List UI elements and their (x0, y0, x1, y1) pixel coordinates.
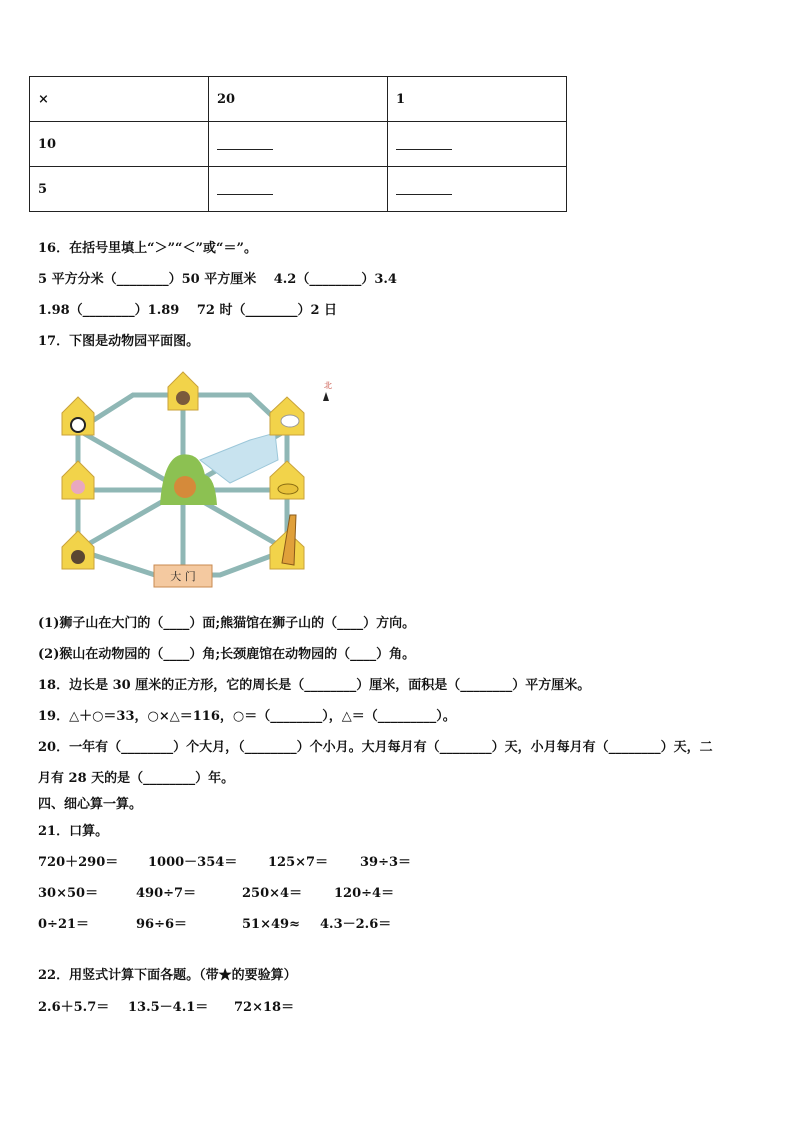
oral-calc-item: 96÷6＝ (136, 917, 188, 932)
fish-icon (278, 484, 298, 494)
oral-calc-item: 51×49≈ (242, 917, 300, 932)
vertical-calc-item: 13.5－4.1＝ (128, 1000, 209, 1015)
oral-calc-item: 0÷21＝ (38, 917, 90, 932)
answer-blank[interactable] (217, 180, 273, 195)
oral-calc-item: 720＋290＝ (38, 855, 119, 870)
question-16-line-2: 1.98（________）1.89 72 时（________）2 日 (38, 303, 338, 318)
multiplication-table (29, 76, 567, 212)
table-row (30, 77, 567, 122)
north-label: 北 (324, 381, 332, 390)
table-cell: 10 (30, 122, 209, 167)
answer-blank[interactable] (396, 180, 452, 195)
question-19: 19．△＋○＝33，○×△＝116，○＝（________），△＝（_________）。 (38, 709, 456, 724)
gorilla-icon (71, 550, 85, 564)
crane-icon (281, 415, 299, 427)
oral-calc-item: 125×7＝ (268, 855, 329, 870)
table-row (30, 167, 567, 212)
question-16-line-1: 5 平方分米（________）50 平方厘米 4.2（________）3.4 (38, 272, 397, 287)
question-16-title: 16．在括号里填上“＞”“＜”或“＝”。 (38, 241, 257, 256)
answer-blank-cell[interactable] (209, 167, 388, 212)
question-22-title: 22．用竖式计算下面各题。（带★的要验算） (38, 968, 297, 983)
oral-calc-item: 120÷4＝ (334, 886, 395, 901)
panda-icon (71, 418, 85, 432)
question-20-line-1: 20．一年有（________）个大月，（________）个小月。大月每月有（________）天，小月每月有（________）天，二 (38, 740, 713, 755)
vertical-calc-item: 72×18＝ (234, 1000, 295, 1015)
oral-calc-item: 1000－354＝ (148, 855, 238, 870)
answer-blank-cell[interactable] (388, 167, 567, 212)
question-17-sub-2: (2)猴山在动物园的（____）角;长颈鹿馆在动物园的（____）角。 (38, 647, 416, 662)
gate-label: 大 门 (170, 570, 196, 583)
question-21-title: 21．口算。 (38, 824, 109, 839)
question-20-line-2: 月有 28 天的是（________）年。 (38, 771, 235, 786)
question-18: 18．边长是 30 厘米的正方形，它的周长是（________）厘米，面积是（________）平方厘米。 (38, 678, 591, 693)
vertical-calc-item: 2.6＋5.7＝ (38, 1000, 110, 1015)
oral-calc-item: 250×4＝ (242, 886, 303, 901)
section-4-heading: 四、细心算一算。 (38, 797, 143, 812)
question-17-title: 17．下图是动物园平面图。 (38, 334, 200, 349)
north-arrow-icon (323, 392, 329, 401)
oral-calc-item: 490÷7＝ (136, 886, 197, 901)
table-cell: × (30, 77, 209, 122)
answer-blank-cell[interactable] (388, 122, 567, 167)
answer-blank-cell[interactable] (209, 122, 388, 167)
lion-icon (174, 476, 196, 498)
table-cell: 20 (209, 77, 388, 122)
answer-blank[interactable] (217, 135, 273, 150)
zoo-map (50, 365, 340, 597)
oral-calc-item: 30×50＝ (38, 886, 99, 901)
table-cell: 1 (388, 77, 567, 122)
answer-blank[interactable] (396, 135, 452, 150)
elephant-icon (71, 480, 85, 494)
oral-calc-item: 4.3－2.6＝ (320, 917, 392, 932)
question-17-sub-1: (1)狮子山在大门的（____）面;熊猫馆在狮子山的（____）方向。 (38, 616, 416, 631)
oral-calc-item: 39÷3＝ (360, 855, 412, 870)
table-cell: 5 (30, 167, 209, 212)
monkey-icon (176, 391, 190, 405)
table-row (30, 122, 567, 167)
